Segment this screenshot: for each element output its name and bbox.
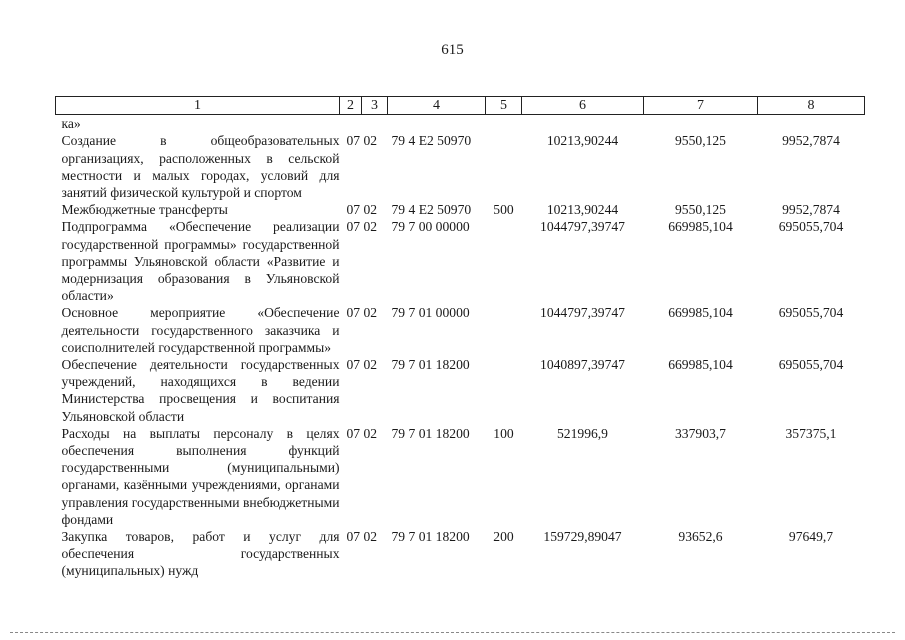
header-col-1: 1 xyxy=(56,97,340,115)
table-row xyxy=(56,218,865,304)
row-name: Обеспечение деятельности государственных учреждений, находящихся в ведении Министерства просвещения и воспитания Ульяновской области xyxy=(61,357,340,424)
header-col-7: 7 xyxy=(644,97,758,115)
row-expense-type xyxy=(486,304,522,356)
table-row xyxy=(56,115,865,133)
row-amount-col6: 10213,90244 xyxy=(546,133,619,149)
row-amount-col8 xyxy=(758,115,865,133)
header-col-5: 5 xyxy=(486,97,522,115)
row-expense-type: 200 xyxy=(493,529,514,545)
row-amount-col7: 669985,104 xyxy=(668,219,733,235)
row-amount-col8: 97649,7 xyxy=(788,529,834,545)
row-name: Создание в общеобразовательных организациях, расположенных в сельской местности и малых городах, условий для занятий физической культурой и спортом xyxy=(61,133,340,201)
row-amount-col7: 9550,125 xyxy=(675,133,726,149)
row-amount-col6 xyxy=(522,115,644,133)
row-subsection: 02 xyxy=(363,425,378,441)
table-row xyxy=(56,304,865,356)
page-bottom-edge xyxy=(10,632,895,633)
row-target-code: 79 4 E2 50970 xyxy=(391,202,472,218)
row-amount-col7: 337903,7 xyxy=(675,425,726,441)
row-amount-col6: 521996,9 xyxy=(557,425,608,441)
row-amount-col6: 1040897,39747 xyxy=(540,357,625,373)
row-name: Межбюджетные трансферты xyxy=(61,202,228,218)
row-name: Закупка товаров, работ и услуг для обеспечения государственных (муниципальных) нужд xyxy=(61,529,340,579)
table-header xyxy=(56,97,865,115)
row-expense-type xyxy=(486,115,522,133)
table-row xyxy=(56,201,865,218)
row-amount-col6: 1044797,39747 xyxy=(540,219,625,235)
row-amount-col8: 357375,1 xyxy=(785,425,837,441)
header-col-6: 6 xyxy=(522,97,644,115)
row-amount-col8: 695055,704 xyxy=(778,219,844,235)
row-section: 07 xyxy=(346,133,361,149)
row-subsection: 02 xyxy=(363,133,378,149)
row-expense-type xyxy=(486,218,522,304)
row-section: 07 xyxy=(346,219,361,235)
row-amount-col7: 669985,104 xyxy=(668,357,733,373)
row-amount-col7: 93652,6 xyxy=(678,529,723,545)
row-amount-col8: 695055,704 xyxy=(778,357,844,373)
row-section: 07 xyxy=(346,202,361,218)
row-target-code: 79 4 E2 50970 xyxy=(391,133,472,149)
row-amount-col6: 1044797,39747 xyxy=(540,305,625,321)
row-expense-type: 100 xyxy=(493,425,514,441)
row-name: ка» xyxy=(61,116,81,132)
header-col-4: 4 xyxy=(388,97,486,115)
row-section: 07 xyxy=(346,305,361,321)
header-col-2: 2 xyxy=(340,97,362,115)
row-expense-type xyxy=(486,356,522,425)
table-row xyxy=(56,132,865,201)
row-amount-col7 xyxy=(644,115,758,133)
row-amount-col7: 9550,125 xyxy=(675,202,726,218)
row-subsection xyxy=(362,115,388,133)
row-section: 07 xyxy=(346,529,361,545)
row-subsection: 02 xyxy=(363,529,378,545)
row-section xyxy=(340,115,362,133)
row-target-code: 79 7 01 00000 xyxy=(391,305,470,321)
header-col-8: 8 xyxy=(758,97,865,115)
row-amount-col6: 10213,90244 xyxy=(546,202,619,218)
page-number: 615 xyxy=(441,42,464,58)
row-amount-col8: 9952,7874 xyxy=(782,202,840,218)
budget-table xyxy=(55,96,865,580)
row-amount-col8: 9952,7874 xyxy=(782,133,840,149)
table-body xyxy=(56,115,865,580)
row-target-code: 79 7 01 18200 xyxy=(391,425,470,441)
table-row xyxy=(56,528,865,580)
row-target-code: 79 7 00 00000 xyxy=(391,219,470,235)
row-subsection: 02 xyxy=(363,202,378,218)
table-row xyxy=(56,425,865,528)
row-name: Расходы на выплаты персоналу в целях обеспечения выполнения функций государственными (муниципальными) органами, казёнными учреждениями, органами управления государственными внебюджетными фондами xyxy=(61,425,340,527)
row-amount-col6: 159729,89047 xyxy=(543,529,622,545)
header-col-3: 3 xyxy=(362,97,388,115)
row-target-code: 79 7 01 18200 xyxy=(391,357,470,373)
row-subsection: 02 xyxy=(363,219,378,235)
row-expense-type xyxy=(486,132,522,201)
row-name: Основное мероприятие «Обеспечение деятельности государственного заказчика и соисполнителей государственной программы» xyxy=(61,305,340,355)
row-amount-col8: 695055,704 xyxy=(778,305,844,321)
row-target-code xyxy=(388,115,486,133)
row-expense-type: 500 xyxy=(493,202,514,218)
row-amount-col7: 669985,104 xyxy=(668,305,733,321)
row-target-code: 79 7 01 18200 xyxy=(391,529,470,545)
row-subsection: 02 xyxy=(363,305,378,321)
row-name: Подпрограмма «Обеспечение реализации государственной программы» государственной программы Ульяновской области «Развитие и модернизация образования в Ульяновской области» xyxy=(61,219,340,304)
row-section: 07 xyxy=(346,425,361,441)
row-subsection: 02 xyxy=(363,357,378,373)
row-section: 07 xyxy=(346,357,361,373)
table-row xyxy=(56,356,865,425)
